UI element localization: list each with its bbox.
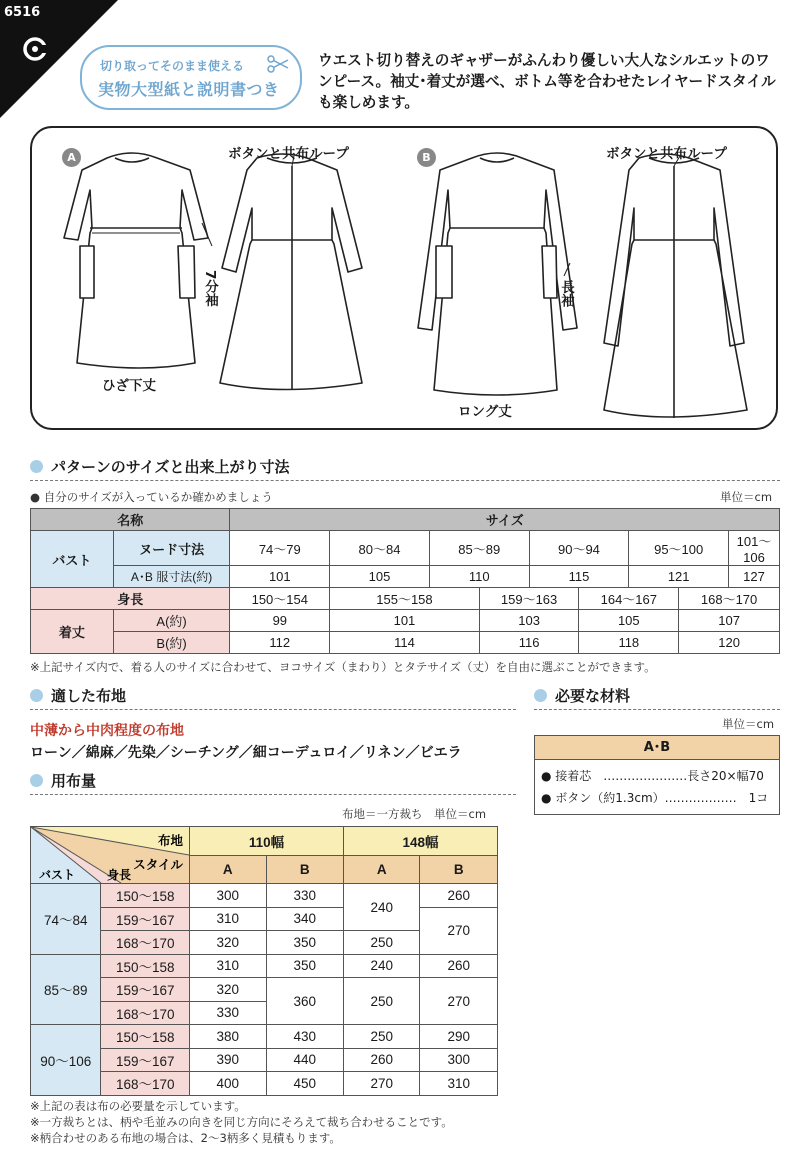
table-cell: 440 <box>266 1048 343 1072</box>
table-cell: 127 <box>729 566 780 588</box>
brand-logo-icon <box>22 36 48 62</box>
bust-range: 85〜89 <box>31 954 101 1025</box>
table-cell: 74〜79 <box>230 531 330 566</box>
height-range: 159〜167 <box>101 978 190 1002</box>
button-loop-label-a: ボタンと共布ループ <box>228 146 349 162</box>
table-cell: 105 <box>579 610 679 632</box>
table-cell: 270 <box>420 907 498 954</box>
sleeve-a-label: 7分袖 <box>202 270 218 307</box>
dress-b-front <box>418 153 577 395</box>
dress-a-back <box>220 154 362 390</box>
style-a-col: A <box>190 855 267 884</box>
table-cell: 116 <box>479 632 579 654</box>
bullet-icon <box>30 460 43 473</box>
size-note: ● 自分のサイズが入っているか確かめましょう <box>30 490 273 504</box>
table-cell: 99 <box>230 610 330 632</box>
col-name: 名称 <box>31 509 230 531</box>
bullet-icon <box>30 689 43 702</box>
promo-subtitle: 切り取ってそのまま使える <box>100 59 245 73</box>
section-divider <box>534 709 780 710</box>
corner-header <box>31 827 190 884</box>
bullet-icon <box>534 689 547 702</box>
intro-text: ウエスト切り替えのギャザーがふんわり優しい大人なシルエットのワンピース。袖丈･着丈が選べ、ボトム等を合わせたレイヤードスタイルも楽しめます。 <box>318 52 776 111</box>
table-cell: 290 <box>420 1025 498 1049</box>
table-cell: 90〜94 <box>529 531 629 566</box>
bust-label: バスト <box>39 868 76 882</box>
scissors-icon <box>266 55 290 73</box>
width-110: 110幅 <box>190 827 344 856</box>
yardage-unit-note: 布地＝一方裁ち 単位＝cm <box>342 807 487 821</box>
table-cell: 240 <box>343 954 420 978</box>
promo-badge <box>80 45 302 110</box>
b-approx-label: B(約) <box>113 632 230 654</box>
fabric-subtitle: 中薄から中肉程度の布地 <box>30 723 184 739</box>
table-cell: 360 <box>266 978 343 1025</box>
style-a-col: A <box>343 855 420 884</box>
dress-b-back <box>604 154 747 418</box>
table-row <box>31 978 498 1002</box>
yardage-section-title: 用布量 <box>51 772 97 790</box>
style-label: スタイル <box>133 858 183 872</box>
table-cell: 320 <box>190 978 267 1002</box>
table-cell: 85〜89 <box>429 531 529 566</box>
length-a-label: ひざ下丈 <box>102 378 156 394</box>
size-table <box>30 508 780 654</box>
style-a-badge: A <box>62 148 81 167</box>
sleeve-b-label: 長袖 <box>558 280 574 307</box>
table-cell: 159〜163 <box>479 588 579 610</box>
fabric-section-title: 適した布地 <box>51 687 127 705</box>
fabric-list: ローン／綿麻／先染／シーチング／細コーデュロイ／リネン／ビエラ <box>30 745 462 761</box>
table-cell: 430 <box>266 1025 343 1049</box>
table-cell: 110 <box>429 566 529 588</box>
material-item: ● 接着芯 …………………長さ20×幅70 <box>541 769 764 783</box>
table-cell: 310 <box>190 907 267 931</box>
table-cell: 330 <box>266 884 343 908</box>
fabric-label: 布地 <box>157 834 183 848</box>
table-cell: 101 <box>330 610 480 632</box>
fabric-section-heading <box>30 685 126 706</box>
table-cell: 300 <box>190 884 267 908</box>
materials-section-heading <box>534 685 630 706</box>
section-divider <box>30 480 780 481</box>
yardage-footnote: ※一方裁ちとは、柄や毛並みの向きを同じ方向にそろえて裁ち合わせることです。 <box>30 1115 453 1129</box>
section-divider <box>30 794 516 795</box>
illustration-panel <box>30 126 778 430</box>
style-b-col: B <box>420 855 498 884</box>
size-footnote: ※上記サイズ内で、着る人のサイズに合わせて、ヨコサイズ（まわり）とタテサイズ（丈）を自由に選ぶことができます。 <box>30 660 656 674</box>
bust-range: 74〜84 <box>31 884 101 955</box>
style-b-col: B <box>266 855 343 884</box>
table-cell: 112 <box>230 632 330 654</box>
height-range: 168〜170 <box>101 931 190 955</box>
dress-a-front <box>64 153 208 368</box>
table-cell: 114 <box>330 632 480 654</box>
table-cell: 240 <box>343 884 420 931</box>
table-cell: 390 <box>190 1048 267 1072</box>
table-cell: 101 <box>230 566 330 588</box>
table-row <box>31 588 780 610</box>
bullet-icon <box>30 774 43 787</box>
table-row <box>31 531 780 566</box>
table-row <box>31 610 780 632</box>
table-cell: 121 <box>629 566 729 588</box>
yardage-section-heading <box>30 770 96 791</box>
table-cell: 168〜170 <box>679 588 780 610</box>
table-row <box>31 907 498 931</box>
height-range: 150〜158 <box>101 884 190 908</box>
garment-label: A･B 服寸法(約) <box>113 566 230 588</box>
table-cell: 80〜84 <box>330 531 430 566</box>
size-section-heading <box>30 456 290 477</box>
size-note-text: 自分のサイズが入っているか確かめましょう <box>43 490 273 504</box>
materials-head: A･B <box>535 736 779 760</box>
table-cell: 115 <box>529 566 629 588</box>
table-row <box>31 1072 498 1096</box>
table-row <box>31 884 498 908</box>
table-cell: 250 <box>343 978 420 1025</box>
materials-section-title: 必要な材料 <box>555 687 631 705</box>
yardage-footnote: ※柄合わせのある布地の場合は、2〜3柄多く見積もります。 <box>30 1131 341 1145</box>
table-cell: 260 <box>343 1048 420 1072</box>
section-divider <box>30 709 516 710</box>
bust-range: 90〜106 <box>31 1025 101 1096</box>
height-label: 身長 <box>31 588 230 610</box>
height-label: 身長 <box>107 868 132 882</box>
table-row <box>31 566 780 588</box>
pattern-code: 6516 <box>4 5 41 20</box>
table-cell: 105 <box>330 566 430 588</box>
table-cell: 250 <box>343 1025 420 1049</box>
col-size: サイズ <box>230 509 780 531</box>
materials-box <box>534 735 780 815</box>
height-range: 150〜158 <box>101 1025 190 1049</box>
table-cell: 310 <box>420 1072 498 1096</box>
table-row <box>31 632 780 654</box>
table-cell: 400 <box>190 1072 267 1096</box>
table-cell: 340 <box>266 907 343 931</box>
table-cell: 350 <box>266 931 343 955</box>
table-cell: 150〜154 <box>230 588 330 610</box>
table-cell: 310 <box>190 954 267 978</box>
style-b-badge: B <box>417 148 436 167</box>
table-cell: 95〜100 <box>629 531 729 566</box>
button-loop-label-b: ボタンと共布ループ <box>606 146 727 162</box>
table-cell: 450 <box>266 1072 343 1096</box>
materials-unit: 単位＝cm <box>722 717 775 731</box>
table-cell: 270 <box>343 1072 420 1096</box>
yardage-footnote: ※上記の表は布の必要量を示しています。 <box>30 1099 246 1113</box>
corner-header-shading <box>31 827 189 883</box>
table-cell: 270 <box>420 978 498 1025</box>
table-cell: 250 <box>343 931 420 955</box>
length-b-label: ロング丈 <box>458 404 512 420</box>
table-cell: 330 <box>190 1001 267 1025</box>
bust-label: バスト <box>31 531 114 588</box>
table-cell: 300 <box>420 1048 498 1072</box>
table-cell: 103 <box>479 610 579 632</box>
table-cell: 120 <box>679 632 780 654</box>
length-label: 着丈 <box>31 610 114 654</box>
table-cell: 164〜167 <box>579 588 679 610</box>
nude-label: ヌード寸法 <box>113 531 230 566</box>
material-item: ● ボタン（約1.3cm）……………… 1コ <box>541 791 769 805</box>
a-approx-label: A(約) <box>113 610 230 632</box>
table-cell: 101〜106 <box>729 531 780 566</box>
height-range: 159〜167 <box>101 907 190 931</box>
table-cell: 107 <box>679 610 780 632</box>
width-148: 148幅 <box>343 827 497 856</box>
size-section-title: パターンのサイズと出来上がり寸法 <box>51 458 290 476</box>
height-range: 168〜170 <box>101 1001 190 1025</box>
table-cell: 155〜158 <box>330 588 480 610</box>
table-cell: 260 <box>420 954 498 978</box>
promo-title: 実物大型紙と説明書つき <box>98 80 280 99</box>
size-unit: 単位＝cm <box>720 490 773 504</box>
table-row <box>31 954 498 978</box>
height-range: 150〜158 <box>101 954 190 978</box>
height-range: 168〜170 <box>101 1072 190 1096</box>
table-row <box>31 1048 498 1072</box>
table-row <box>31 1025 498 1049</box>
table-cell: 320 <box>190 931 267 955</box>
table-cell: 118 <box>579 632 679 654</box>
table-cell: 380 <box>190 1025 267 1049</box>
yardage-table <box>30 826 498 1096</box>
table-cell: 350 <box>266 954 343 978</box>
table-cell: 260 <box>420 884 498 908</box>
height-range: 159〜167 <box>101 1048 190 1072</box>
